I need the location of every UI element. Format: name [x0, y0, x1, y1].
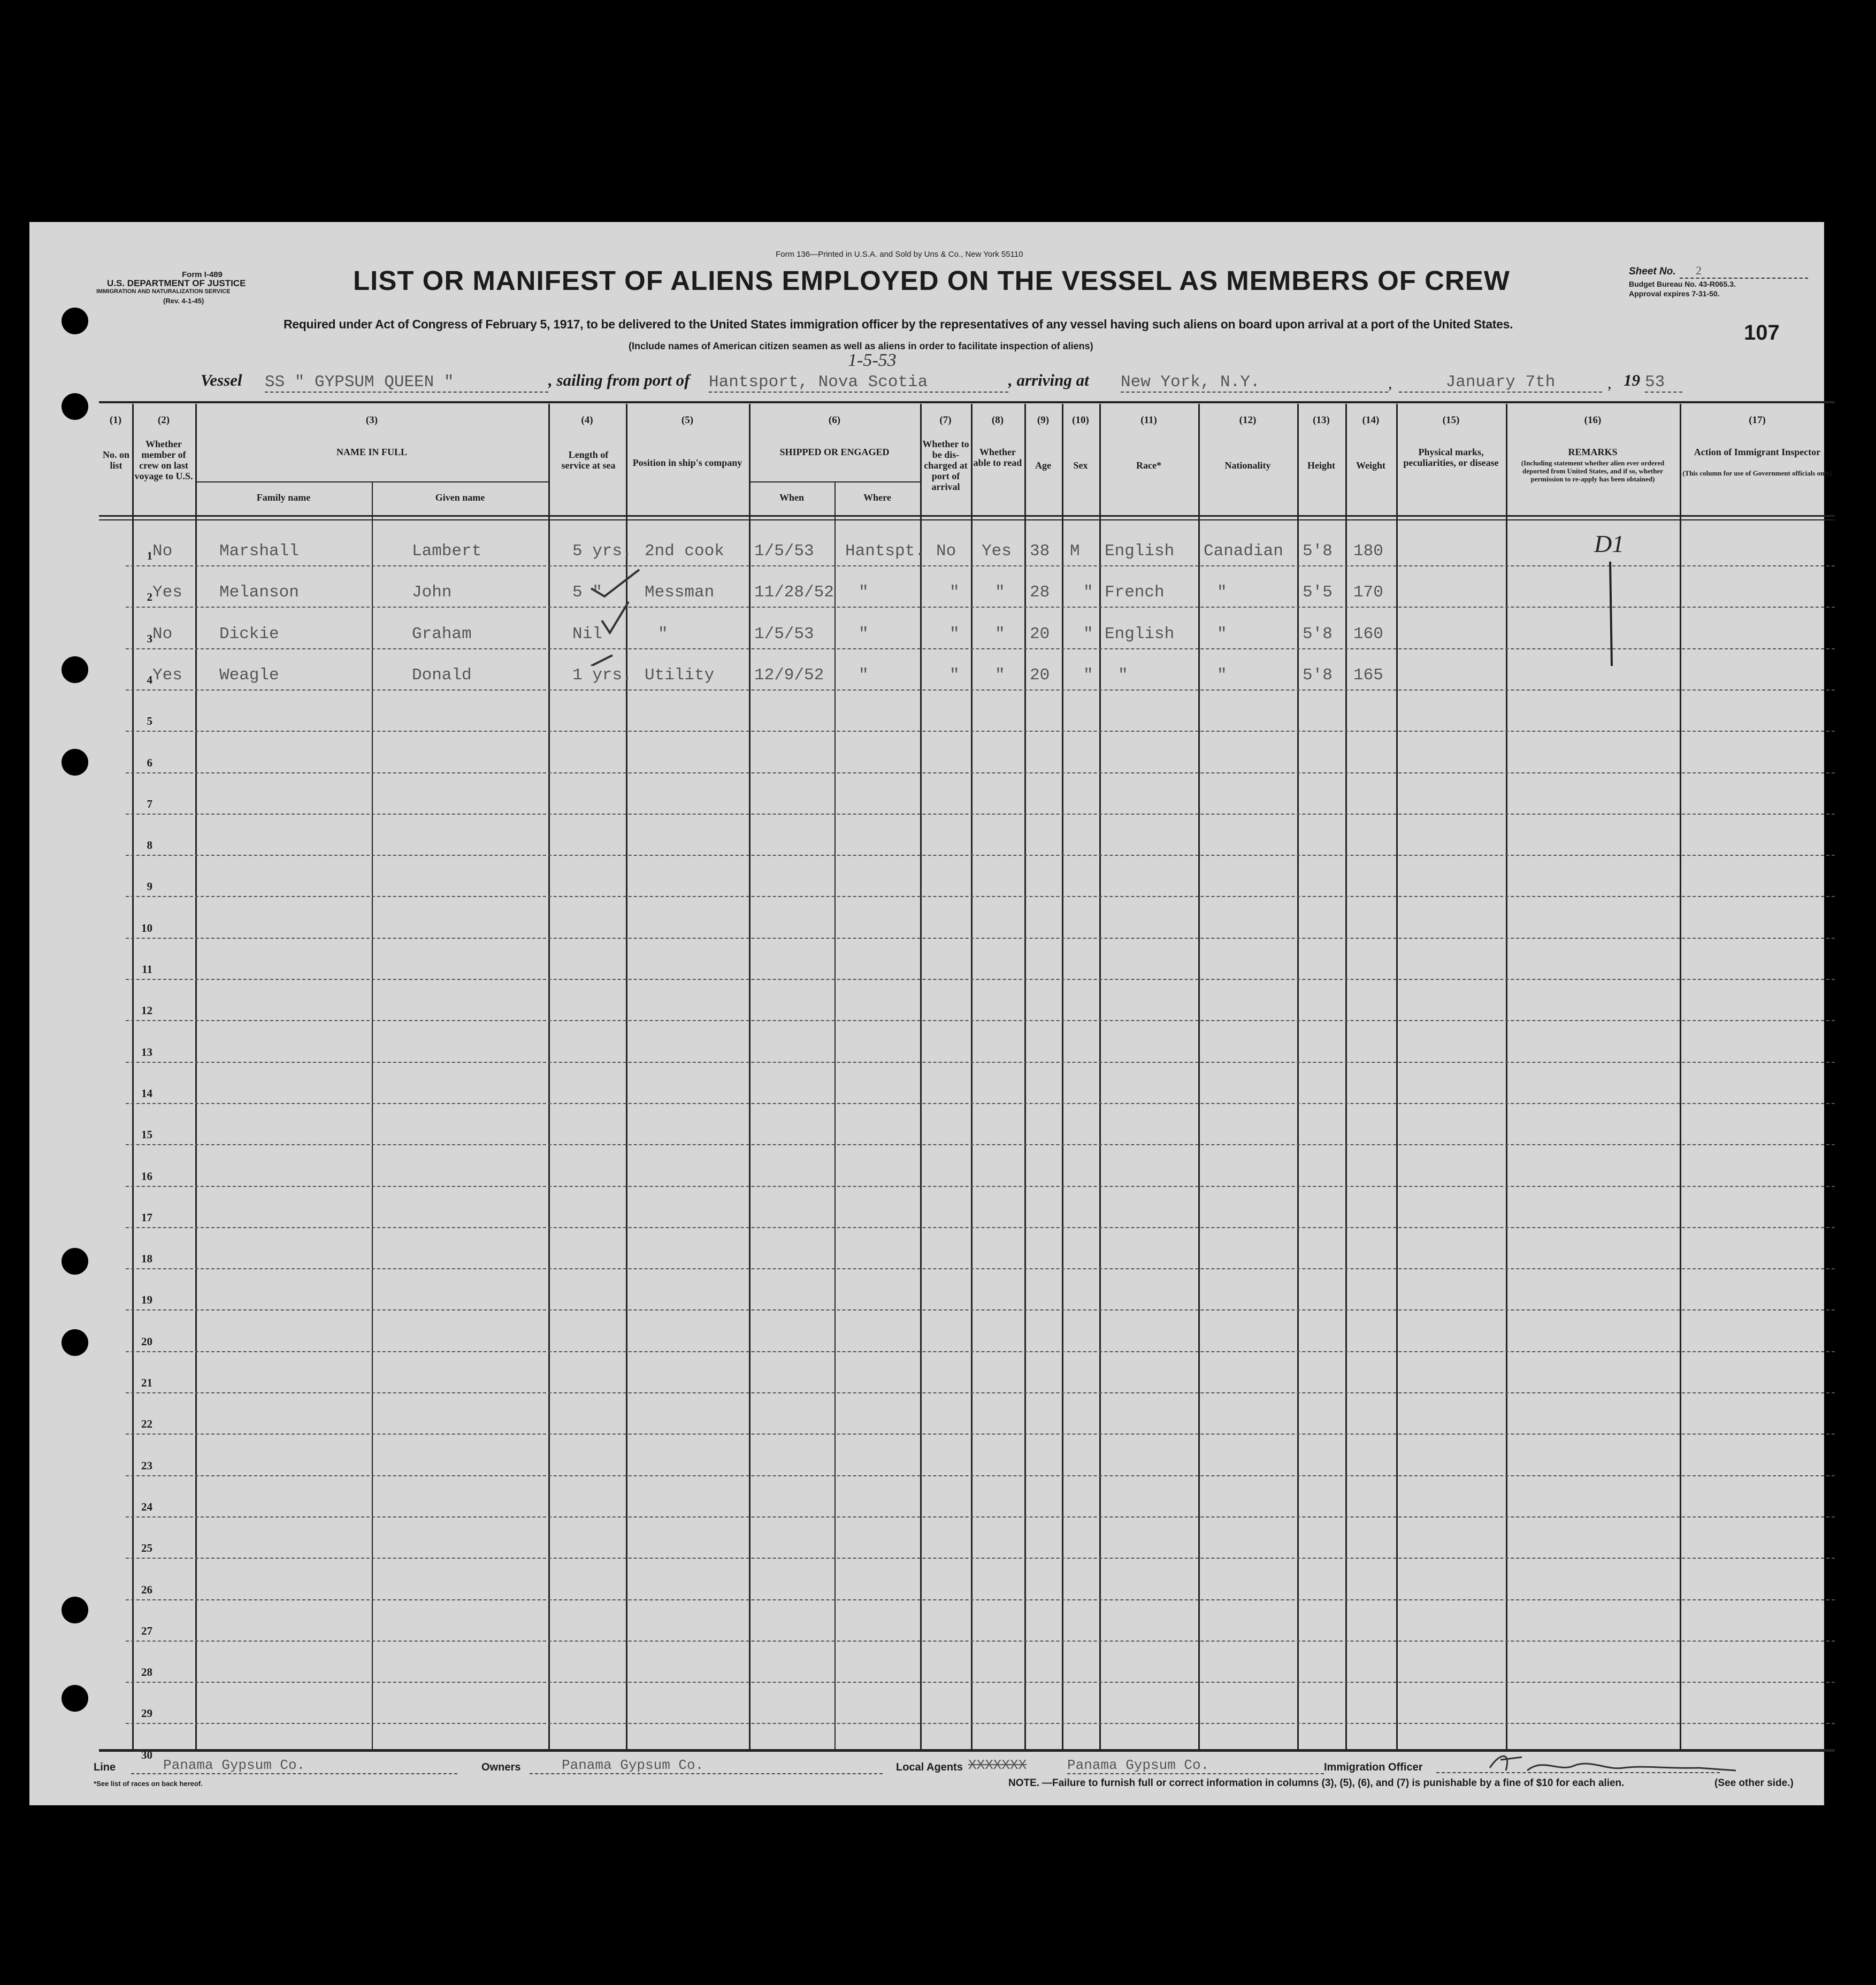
row-separator — [126, 1641, 1835, 1642]
row-number: 13 — [141, 1045, 152, 1059]
row-number: 14 — [141, 1086, 152, 1100]
row-separator — [126, 1351, 1835, 1352]
table-top-border — [99, 401, 1835, 403]
year-prefix: 19 — [1624, 371, 1640, 389]
punch-hole — [62, 393, 88, 420]
row-separator — [126, 1558, 1835, 1559]
weight-cell: 160 — [1353, 624, 1383, 643]
header-bottom-border — [99, 515, 1835, 517]
checkmark-icon — [580, 559, 677, 666]
header-physical: Physical marks, peculiarities, or disease — [1403, 447, 1499, 468]
discharged-cell: No — [936, 542, 956, 561]
page-number: 107 — [1744, 321, 1780, 344]
vessel-name: SS " GYPSUM QUEEN " — [265, 373, 548, 393]
shipped-when-cell: 1/5/53 — [754, 542, 814, 561]
remarks-line-icon — [1602, 559, 1624, 671]
family-name-cell: Marshall — [219, 542, 299, 561]
able-read-cell: " — [995, 665, 1005, 685]
row-separator — [126, 1186, 1835, 1187]
row-number: 28 — [141, 1666, 152, 1679]
col-num: (7) — [939, 415, 952, 426]
row-separator — [126, 1103, 1835, 1104]
row-separator — [126, 1309, 1835, 1310]
punch-hole — [62, 656, 88, 683]
row-number: 4 — [147, 673, 152, 686]
row-separator — [126, 1475, 1835, 1476]
row-separator — [126, 938, 1835, 939]
header-length-service: Length of service at sea — [561, 449, 616, 471]
shipped-when-cell: 11/28/52 — [754, 583, 834, 602]
revision: (Rev. 4-1-45) — [163, 297, 204, 305]
row-number: 1 — [147, 549, 152, 562]
able-read-cell: " — [995, 624, 1005, 643]
agents-value: Panama Gypsum Co. — [1067, 1757, 1324, 1774]
row-separator — [126, 1062, 1835, 1063]
service-length-cell: Nil — [572, 624, 602, 643]
col-num: (6) — [828, 415, 841, 426]
col-num: (2) — [157, 415, 170, 426]
discharged-cell: " — [950, 665, 960, 685]
remarks-mark: D1 — [1594, 530, 1625, 557]
col-num: (3) — [365, 415, 378, 426]
approval: Approval expires 7-31-50. — [1629, 289, 1720, 298]
col-num: (12) — [1239, 415, 1257, 426]
height-cell: 5'8 — [1303, 624, 1333, 643]
row-number: 24 — [141, 1500, 152, 1513]
header-given-name: Given name — [435, 492, 485, 503]
sex-cell: " — [1083, 624, 1093, 643]
race-cell: French — [1105, 583, 1165, 602]
row-number: 8 — [147, 839, 152, 852]
row-separator — [126, 1682, 1835, 1683]
col-num: (14) — [1362, 415, 1380, 426]
row-separator — [126, 689, 1835, 691]
height-cell: 5'8 — [1303, 665, 1333, 685]
printer-line: Form 136—Printed in U.S.A. and Sold by Uns & Co., New York 55110 — [776, 250, 1023, 259]
race-cell: English — [1105, 624, 1175, 643]
age-cell: 20 — [1030, 624, 1050, 643]
header-race: Race* — [1136, 460, 1161, 471]
punch-hole — [62, 749, 88, 776]
able-read-cell: Yes — [982, 542, 1012, 561]
row-number: 22 — [141, 1417, 152, 1431]
arrival-date: January 7th — [1399, 373, 1602, 393]
row-separator — [126, 1723, 1835, 1724]
row-separator — [126, 565, 1835, 566]
col-num: (13) — [1313, 415, 1330, 426]
owners-value: Panama Gypsum Co. — [530, 1757, 883, 1774]
age-cell: 38 — [1030, 542, 1050, 561]
row-separator — [126, 1144, 1835, 1145]
shipped-when-cell: 12/9/52 — [754, 665, 824, 685]
header-family-name: Family name — [256, 492, 311, 503]
header-able-read: Whether able to read — [973, 447, 1022, 468]
race-cell: " — [1118, 665, 1128, 685]
row-separator — [126, 772, 1835, 773]
sailing-port: Hantsport, Nova Scotia — [709, 373, 1008, 393]
officer-label: Immigration Officer — [1324, 1761, 1423, 1773]
row-separator — [126, 1020, 1835, 1021]
row-number: 3 — [147, 632, 152, 645]
member-cell: No — [152, 624, 173, 643]
row-number: 27 — [141, 1624, 152, 1637]
family-name-cell: Weagle — [219, 665, 279, 685]
row-separator — [126, 979, 1835, 980]
position-cell: " — [658, 624, 668, 643]
see-other-side: (See other side.) — [1714, 1777, 1794, 1789]
row-number: 12 — [141, 1004, 152, 1017]
service-length-cell: 5 yrs. — [572, 542, 632, 561]
member-cell: Yes — [152, 665, 182, 685]
member-cell: Yes — [152, 583, 182, 602]
row-number: 25 — [141, 1542, 152, 1555]
able-read-cell: " — [995, 583, 1005, 602]
weight-cell: 180 — [1353, 542, 1383, 561]
arriving-port: New York, N.Y. — [1121, 373, 1388, 393]
nationality-cell: " — [1217, 624, 1227, 643]
row-separator — [126, 814, 1835, 815]
officer-signature-icon — [1484, 1746, 1741, 1779]
row-number: 18 — [141, 1252, 152, 1266]
given-name-cell: Graham — [412, 624, 472, 643]
header-position: Position in ship's company — [632, 457, 742, 468]
header-name-in-full: NAME IN FULL — [336, 447, 407, 457]
sheet-number: 2 — [1680, 264, 1808, 279]
row-number: 20 — [141, 1335, 152, 1348]
header-sex: Sex — [1073, 460, 1088, 471]
header-nationality: Nationality — [1224, 460, 1271, 471]
given-name-cell: Donald — [412, 665, 472, 685]
row-number: 17 — [141, 1210, 152, 1224]
row-number: 11 — [142, 963, 152, 976]
row-number: 15 — [141, 1128, 152, 1141]
manifest-sheet: Form I-489 U.S. DEPARTMENT OF JUSTICE IMMIGRATION AND NATURALIZATION SERVICE (Rev. 4-1-45) Form 136—Printed in U.S.A. and Sold by Uns & Co., New York 55110 LIST OR MANIFEST OF ALIENS EMPLOYED ON THE VESSEL AS MEMBERS OF CREW Required under Act of Congress of February 5, 1917, to be delivered to the United States immigration officer by the representatives of any vessel having such aliens on board upon arrival at a port of the United States. (Include names of American citizen seamen as well as aliens in order to facilitate inspection of aliens) Sheet No. 2 Budget Bureau No. 43-R065.3. Approval expires 7-31-50. 107 Vessel SS " GYPSUM QUEEN " , sailing from port of Hantsport, Nova Scotia 1-5-53 , arriving at New York, N.Y. , January 7th , 19 53 (1) (2) (3) (4) (5) (6) (7) (8) (9) (10) (11) (12) (13) (14) (15) (16) (17) No. on list Whether member of crew on last voyage to U.S. NAME IN FULL Family name Given name Length of service at sea Position in ship's company SHIPPED OR ENGAGED When Where Whether to be dis-charged at port of arrival Whether able to read Age Sex Race* Nationality Height Weight Physical marks, peculiarities, or disease REMARKS (Including statement whether alien ever ordered deported from United States, and if so, whether permission to re-apply has been obtained) Action of Immigrant Inspector (This column for use of Government officials only) 1 2 3 4 5 6 7 8 9 10 11 12 13 14 15 16 17 18 19 20 21 22 23 24 25 26 27 28 29 30 No Marshall Lambert 5 yrs. 2nd cook 1/5/53 Hantspt. No Yes 38 M English Canadian 5'8 180 Yes Melanson John 5 " Messman 11/28/52 " " " 28 " French " 5'5 170 No Dickie Graham Nil " 1/5/53 " " " 20 " English " 5'8 160 Yes Weagle Donald 1 yrs. Utility 12/9/52 " " " 20 " " " 5'8 165 D1 Line Panama Gypsum Co. Owners Panama Gypsum Co. Local Agents XXXXXXX Panama Gypsum Co. Immigration Officer *See list of races on back hereof. NOTE. —Failure to furnish full or correct information in columns (3), (5), (6), and (7) is punishable by a fine of $10 for each alien. (See other side.) — [29, 222, 1824, 1805]
agents-label: Local Agents — [896, 1761, 963, 1773]
service-length-cell: 5 " — [572, 583, 602, 602]
member-cell: No — [152, 542, 173, 561]
row-number: 21 — [141, 1376, 152, 1389]
punch-hole — [62, 1248, 88, 1275]
given-name-cell: Lambert — [412, 542, 482, 561]
header-where: Where — [863, 492, 891, 503]
discharged-cell: " — [950, 624, 960, 643]
given-name-cell: John — [412, 583, 452, 602]
shipped-when-cell: 1/5/53 — [754, 624, 814, 643]
row-number: 9 — [147, 880, 152, 893]
race-cell: English — [1105, 542, 1175, 561]
height-cell: 5'8 — [1303, 542, 1333, 561]
header-remarks-note: (Including statement whether alien ever ordered deported from United States, and if so, whether permission to re-apply has been obtained) — [1521, 459, 1665, 483]
service: IMMIGRATION AND NATURALIZATION SERVICE — [96, 288, 231, 295]
department: U.S. DEPARTMENT OF JUSTICE — [107, 278, 246, 288]
header-action: Action of Immigrant Inspector — [1694, 447, 1821, 457]
col-num: (15) — [1442, 415, 1460, 426]
col-num: (5) — [681, 415, 694, 426]
weight-cell: 165 — [1353, 665, 1383, 685]
row-number: 6 — [147, 756, 152, 769]
shipped-where-cell: " — [859, 665, 869, 685]
sex-cell: " — [1083, 665, 1093, 685]
sex-cell: " — [1083, 583, 1093, 602]
races-note: *See list of races on back hereof. — [94, 1780, 203, 1788]
row-number: 26 — [141, 1583, 152, 1596]
row-separator — [126, 855, 1835, 856]
col-num: (4) — [581, 415, 593, 426]
row-number: 7 — [147, 797, 152, 810]
arriving-label: , arriving at — [1008, 371, 1089, 389]
punch-hole — [62, 308, 88, 334]
row-separator — [126, 1434, 1835, 1435]
nationality-cell: Canadian — [1204, 542, 1283, 561]
col-num: (9) — [1037, 415, 1050, 426]
header-no-on-list: No. on list — [102, 449, 129, 471]
shipped-where-cell: " — [859, 624, 869, 643]
col-num: (1) — [109, 415, 122, 426]
row-separator — [126, 1392, 1835, 1393]
family-name-cell: Dickie — [219, 624, 279, 643]
col-num: (10) — [1072, 415, 1089, 426]
header-shipped: SHIPPED OR ENGAGED — [779, 447, 890, 457]
row-separator — [126, 731, 1835, 732]
col-num: (16) — [1584, 415, 1602, 426]
line-value: Panama Gypsum Co. — [131, 1757, 457, 1774]
sex-cell: M — [1070, 542, 1080, 561]
subnote: (Include names of American citizen seamen as well as aliens in order to facilitate inspection of aliens) — [629, 341, 1093, 351]
header-age: Age — [1035, 460, 1051, 471]
height-cell: 5'5 — [1303, 583, 1333, 602]
age-cell: 28 — [1030, 583, 1050, 602]
row-number: 23 — [141, 1459, 152, 1472]
service-length-cell: 1 yrs. — [572, 665, 632, 685]
budget-bureau: Budget Bureau No. 43-R065.3. — [1629, 280, 1736, 288]
row-separator — [126, 607, 1835, 608]
header-discharged: Whether to be dis-charged at port of arrival — [922, 439, 969, 492]
weight-cell: 170 — [1353, 583, 1383, 602]
position-cell: Messman — [645, 583, 715, 602]
col-num: (11) — [1140, 415, 1157, 426]
row-number: 16 — [141, 1169, 152, 1183]
position-cell: Utility — [645, 665, 715, 685]
nationality-cell: " — [1217, 583, 1227, 602]
family-name-cell: Melanson — [219, 583, 299, 602]
col-num: (17) — [1749, 415, 1766, 426]
row-number: 5 — [147, 715, 152, 728]
vessel-label: Vessel — [201, 371, 242, 389]
sailing-label: , sailing from port of — [548, 371, 690, 389]
row-number: 10 — [141, 921, 152, 934]
row-separator — [126, 1227, 1835, 1228]
row-separator — [126, 648, 1835, 649]
row-number: 19 — [141, 1293, 152, 1307]
discharged-cell: " — [950, 583, 960, 602]
row-number: 30 — [141, 1748, 152, 1761]
row-number: 2 — [147, 591, 152, 604]
shipped-where-cell: " — [859, 583, 869, 602]
page-title: LIST OR MANIFEST OF ALIENS EMPLOYED ON THE VESSEL AS MEMBERS OF CREW — [353, 265, 1510, 296]
header-whether-member: Whether member of crew on last voyage to U.S. — [134, 439, 193, 481]
row-number: 29 — [141, 1707, 152, 1720]
header-height: Height — [1307, 460, 1335, 471]
row-separator — [126, 1268, 1835, 1269]
nationality-cell: " — [1217, 665, 1227, 685]
footer-note: —Failure to furnish full or correct information in columns (3), (5), (6), and (7) is punishable by a fine of $10 for each alien. — [1042, 1777, 1625, 1789]
form-number: Form I-489 — [182, 270, 223, 279]
line-label: Line — [94, 1761, 116, 1773]
row-separator — [126, 1516, 1835, 1518]
row-separator — [126, 896, 1835, 897]
year: 53 — [1645, 373, 1682, 393]
owners-label: Owners — [481, 1761, 521, 1773]
col-num: (8) — [991, 415, 1004, 426]
header-weight: Weight — [1356, 460, 1385, 471]
punch-hole — [62, 1329, 88, 1356]
note-label: NOTE. — [1008, 1777, 1040, 1789]
position-cell: 2nd cook — [645, 542, 724, 561]
subtitle: Required under Act of Congress of February 5, 1917, to be delivered to the United States immigration officer by the representatives of any vessel having such aliens on board upon arrival at a port of the United States. — [284, 317, 1513, 331]
row-separator — [126, 1599, 1835, 1600]
handwritten-date: 1-5-53 — [848, 350, 897, 370]
age-cell: 20 — [1030, 665, 1050, 685]
punch-hole — [62, 1597, 88, 1623]
agents-struck: XXXXXXX — [968, 1757, 1027, 1773]
sheet-label: Sheet No. — [1629, 266, 1676, 277]
header-action-note: (This column for use of Government officials only) — [1682, 469, 1832, 477]
header-when: When — [779, 492, 804, 503]
header-remarks: REMARKS — [1568, 447, 1618, 457]
punch-hole — [62, 1685, 88, 1712]
shipped-where-cell: Hantspt. — [845, 542, 925, 561]
